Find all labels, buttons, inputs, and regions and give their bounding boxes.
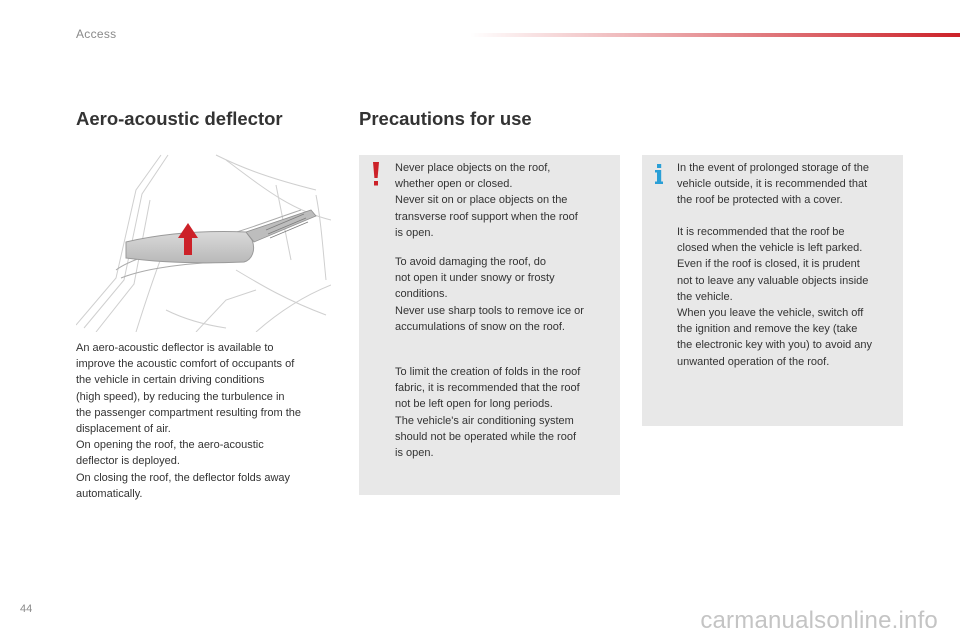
roof-deflector-illustration — [76, 150, 331, 332]
exclamation-icon — [372, 162, 380, 186]
warning-roof-objects: Never place objects on the roof, whether open or closed. Never sit on or place objects on the transverse roof support when the roof is open. — [395, 162, 578, 239]
header-accent-rule — [470, 33, 960, 37]
warning-fabric-folds: To limit the creation of folds in the roof fabric, it is recommended that the roof not be left open for long periods. The vehicle's air conditioning system should not be operated while the roof is open. — [395, 366, 581, 460]
info-storage-cover: In the event of prolonged storage of the vehicle outside, it is recommended that the roof be protected with a cover. — [677, 162, 870, 207]
aero-deflector-title: Aero-acoustic deflector — [76, 108, 283, 129]
warning-snow-frost: To avoid damaging the roof, do not open it under snowy or frosty conditions. Never use sharp tools to remove ice or accumulations of snow on the roof. — [395, 256, 584, 333]
info-parked-roof: It is recommended that the roof be closed when the vehicle is left parked. Even if the roof is closed, it is prudent not to leave any valuable objects inside the vehicle. When you leave the vehicle, switch off the ignition and remove the key (take the electronic key with you) to avoid any unwanted operation of the roof. — [677, 226, 873, 368]
page-number: 44 — [20, 603, 33, 615]
precautions-title: Precautions for use — [359, 108, 532, 129]
section-label: Access — [76, 27, 117, 41]
aero-deflector-description: An aero-acoustic deflector is available to improve the acoustic comfort of occupants of the vehicle in certain driving conditions (high speed), by reducing the turbulence in the passenger compartment resulting from the displacement of air. On opening the roof, the aero-acoustic deflector is deployed. On closing the roof, the deflector folds away automatically. — [76, 342, 302, 500]
info-icon — [654, 164, 664, 184]
watermark: carmanualsonline.info — [700, 607, 938, 634]
